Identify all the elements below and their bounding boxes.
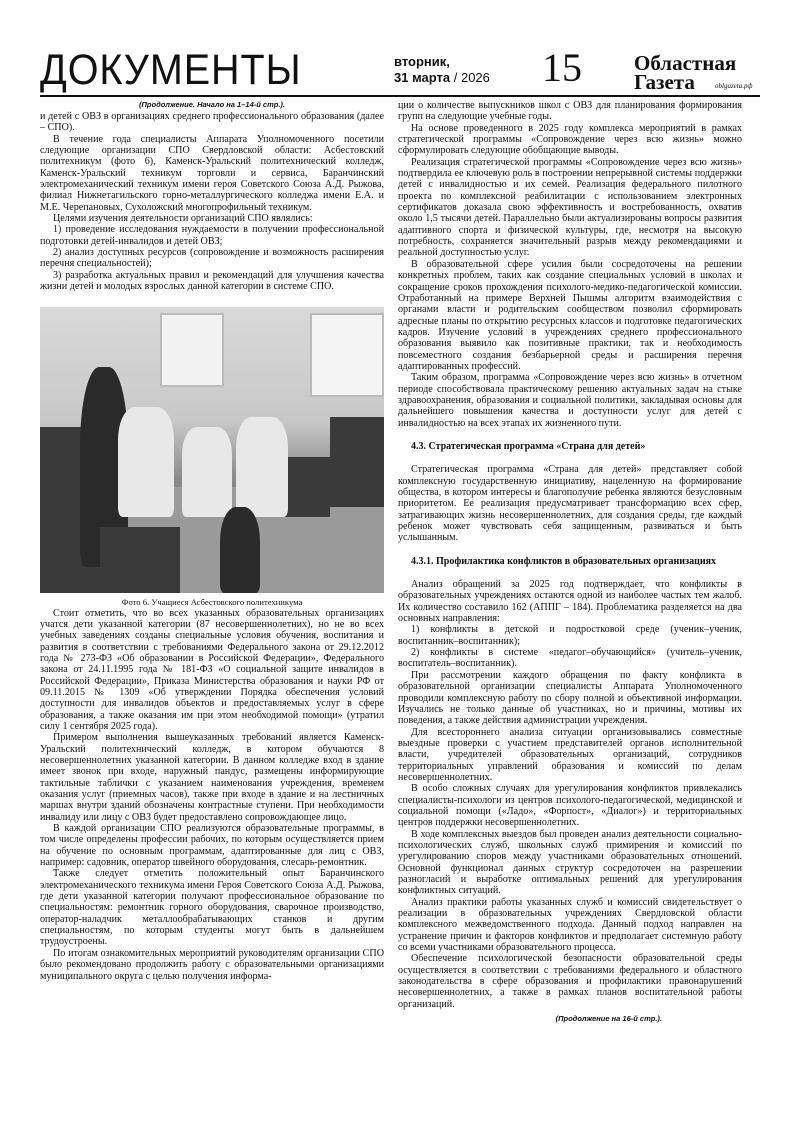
paragraph: В образовательной сфере усилия были сосредоточены на решении конкретных проблем, таких как создание специальных условий в школах и сокращение сроков прохождения психолого-медико-педагогической комиссии. Отработанный на примере Верхней Пышмы алгоритм взаимодействия с органами власти и родительским сообществом позволил сформировать адресные планы по открытию ресурсных классов и подготовке педагогических кадров. Изучение условий в учреждениях среднего профессионального образования выявило как позитивные практики, так и необходимость повсеместного создания безбарьерной среды и расширения перечня адаптированных профессий. [398,258,742,372]
photo-students-workshop [40,307,384,593]
paragraph: Для всестороннего анализа ситуации организовывались совместные выездные проверки с участием представителей органов исполнительной власти, учредителей образовательных организаций, сотрудников территориальных управлений образования и комиссий по делам несовершеннолетних. [398,726,742,783]
photo-window [160,313,224,387]
issue-day: вторник, [394,54,450,69]
paragraph: При рассмотрении каждого обращения по факту конфликта в образовательной организации специалисты Аппарата Уполномоченного проводили комплексную работу по сбору полной и объективной информации. Изучались не только данные об участниках, но и причины, мотивы их поведения, а также действия администрации учреждения. [398,669,742,727]
issue-year: / 2026 [453,70,490,85]
subsection-heading: 4.3.1. Профилактика конфликтов в образовательных организациях [411,555,717,567]
paragraph: Также следует отметить положительный опыт Баранчинского электромеханического техникума имени Героя Советского Союза А.Д. Рыжова, где дети указанной категории получают профессиональное образование по специальностям: ремонтник горного оборудования, сварочное производство, оператор-наладчик металлообрабатывающих станков и другим специальностям, по которым студенты могут быть в дальнейшем трудоустроены. [40,868,384,948]
paragraph: По итогам ознакомительных мероприятий руководителям организации СПО было рекомендовано продолжить работу с образовательными организациями муниципального округа с целью получения информа- [40,947,384,982]
header-rule [40,95,760,97]
section-heading: 4.3. Стратегическая программа «Страна для детей» [411,440,646,452]
paragraph: В особо сложных случаях для урегулирования конфликтов привлекались специалисты-психологи из центров психолого-педагогической, медицинской и социальной помощи («Ладо», «Форпост», «Диалог») и территориальных центров поддержки несовершеннолетних. [398,783,742,829]
paragraph: На основе проведенного в 2025 году комплекса мероприятий в рамках стратегической программы «Сопровождение через всю жизнь» можно сформулировать следующие обобщающие выводы. [398,122,742,157]
photo-window [310,313,384,397]
logo-line2: Газета [634,70,695,94]
photo-person-vest [118,407,174,517]
paragraph: В течение года специалисты Аппарата Уполномоченного посетили следующие организации СПО Свердловской области: Асбестовский политехникум (фото 6), Каменск-Уральский политехнический колледж, Каменск-Уральский техникум торговли и сервиса, Баранчинский электромеханический техникум имени героя Советского Союза А.Д. Рыжова, филиал Нижнетагильского горно-металлургического колледжа имени Е.А. и М.Е. Черепановых, Сухоложский многопрофильный техникум. [40,133,384,213]
page-number: 15 [542,45,582,90]
page-header [40,45,760,94]
left-column [40,100,384,982]
right-column [398,100,742,1025]
paragraph: Анализ практики работы указанных служб и комиссий свидетельствует о реализации в образовательных учреждениях Свердловской области комплексного межведомственного подхода. Данный подход направлен на устранение причин и факторов конфликтов и предполагает системную работу со всеми участниками образовательного процесса. [398,896,742,954]
paragraph: В каждой организации СПО реализуются образовательные программы, в том числе определены профессии рабочих, по которым осуществляется прием на обучение по основным программам, адаптированные для лиц с ОВЗ, например: садовник, оператор швейного оборудования, слесарь-ремонтник. [40,823,384,869]
paragraph: В ходе комплексных выездов был проведен анализ деятельности социально-психологических служб, школьных служб примирения и комиссий по урегулированию споров между участниками образовательных отношений. Основной функционал данных структур сосредоточен на разрешении разногласий и выработке оптимальных решений для урегулирования конфликтных ситуаций. [398,828,742,897]
paragraph: Стоит отметить, что во всех указанных образовательных организациях учатся дети указанной категории (87 несовершеннолетних), но не во всех учебных заведениях созданы специальные условия обучения, воспитания и развития в соответствии с требованиями Федерального закона от 29.12.2012 года № 273-ФЗ «Об образовании в Российской Федерации», Федерального закона от 24.11.1995 года № 181-ФЗ «О социальной защите инвалидов в Российской Федерации», Приказа Министерства образования и науки РФ от 09.11.2015 № 1309 «Об утверждении Порядка обеспечения условий доступности для инвалидов объектов и предоставляемых услуг в сфере образования, а также оказания им при этом необходимой помощи» (утратил силу 1 сентября 2025 года). [40,607,384,732]
paragraph: 2) анализ доступных ресурсов (сопровождение и возможность расширения перечня специальностей); [40,247,384,270]
site-url: oblgazeta.рф [715,82,753,90]
paragraph: 1) проведение исследования нуждаемости в получении профессиональной подготовки детей-инвалидов и детей ОВЗ; [40,224,384,247]
issue-date-day-month: 31 марта [394,70,451,85]
paragraph: 3) разработка актуальных правил и рекомендаций для улучшения качества жизни детей и молодых взрослых данной категории в системе СПО. [40,269,384,293]
photo-machine [100,527,180,593]
photo-person-vest [182,427,232,517]
paragraph: Примером выполнения вышеуказанных требований является Каменск-Уральский политехнический колледж, в котором обучаются 8 несовершеннолетних указанной категории. В данном колледже вход в здание имеет звонок при входе, наружный пандус, размещены информирующие тактильные таблички с указанием наименования учреждения, временем оказания услуг (приемных часов), также при входе в здание и на лестничных маршах внутри зданий обозначены контрастные ступени. При необходимости инвалиду или лицу с ОВЗ будет предоставлено сопровождающее лицо. [40,732,384,823]
paragraph: 1) конфликты в детской и подростковой среде (ученик–ученик, воспитанник–воспитанник); [398,624,742,647]
paragraph: Целями изучения деятельности организаций СПО являлись: [53,213,313,225]
paragraph: Анализ обращений за 2025 год подтверждает, что конфликты в образовательных учреждениях остаются одной из наиболее частых тем жалоб. Их количество составило 162 (АППГ – 184). Проблематика разделяется на два основных направления: [398,579,742,625]
logo-line1: Областная [634,51,737,75]
paragraph: и детей с ОВЗ в организациях среднего профессионального образования (далее – СПО). [40,111,384,134]
section-title: ДОКУМЕНТЫ [40,46,302,94]
photo-person-vest [236,417,288,517]
paragraph: Реализация стратегической программы «Сопровождение через всю жизнь» подтвердила ее ключевую роль в построении непрерывной системы поддержки детей с инвалидностью и их семей. Реализация федерального пилотного проекта по комплексной реабилитации с использованием электронных сертификатов доказала свою эффективность и востребованность, охватив около 1,5 тысячи детей. Параллельно были актуализированы вопросы развития адаптивного спорта и физической культуры, где, несмотря на высокую потребность, сохраняется значительный разрыв между рекомендациями и реальной доступностью услуг. [398,156,742,259]
paragraph: Стратегическая программа «Страна для детей» представляет собой комплексную государственную инициативу, нацеленную на формирование общества, в котором интересы и благополучие ребенка являются безусловным приоритетом. Ее реализация предусматривает трансформацию всех сфер, затрагивающих жизнь несовершеннолетних, для создания среды, где каждый ребенок может чувствовать себя защищенным, развиваться и быть услышанным. [398,464,742,544]
photo-machine [330,417,384,507]
issue-date [394,54,490,86]
continued-to: (Продолжение на 16-й стр.). [555,1014,662,1024]
paragraph: Таким образом, программа «Сопровождение через всю жизнь» в отчетном периоде способствовала практическому решению актуальных задач на стыке здравоохранения, образования и социальной политики, закладывая основы для дальнейшего повышения качества и доступности услуг для детей с инвалидностью на всех этапах их жизненного пути. [398,372,742,429]
newspaper-logo [634,51,753,94]
photo-person [220,507,260,593]
continued-from: (Продолжение. Начало на 1–14-й стр.). [139,100,285,109]
photo-caption: Фото 6. Учащиеся Асбестовского политехникума [121,596,303,607]
paragraph: Обеспечение психологической безопасности образовательной среды осуществляется в соответствии с требованиями федерального и областного законодательства в сфере образования и профилактики правонарушений несовершеннолетних, а также в рамках планов воспитательной работы организаций. [398,953,742,1010]
paragraph: 2) конфликты в системе «педагог–обучающийся» (учитель–ученик, воспитатель–воспитанник). [398,647,742,670]
paragraph: ции о количестве выпускников школ с ОВЗ для планирования формирования групп на следующие учебные годы. [398,100,742,123]
